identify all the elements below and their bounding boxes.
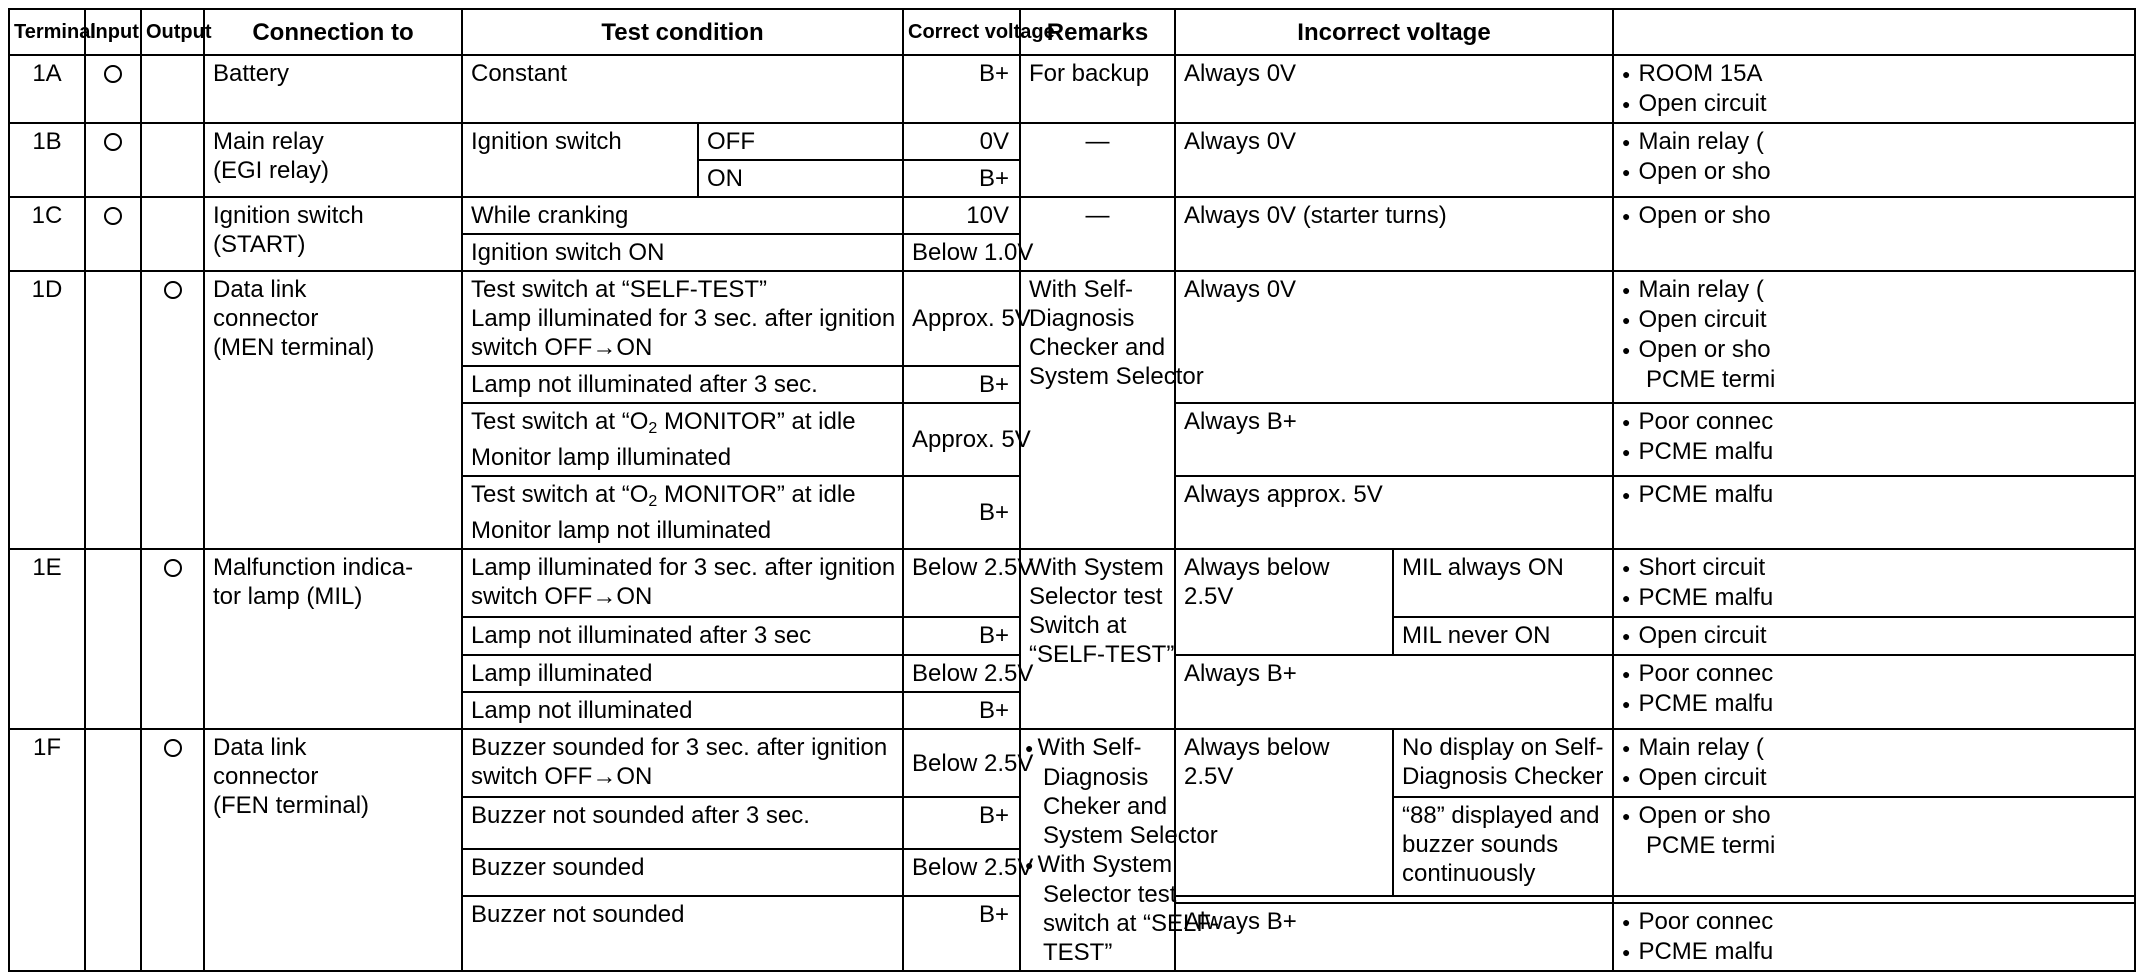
voltage-cell: Approx. 5V <box>903 271 1020 366</box>
header-row <box>9 9 2135 55</box>
incorrect-sub-cell: No display on Self- Diagnosis Checker <box>1393 729 1613 797</box>
input-cell <box>85 729 141 971</box>
remarks-cell: — <box>1020 123 1175 197</box>
header-test-condition: Test condition <box>462 9 903 55</box>
table-row-1D <box>9 271 2135 366</box>
condition-cell: Buzzer sounded for 3 sec. after ignition switch OFF→ON <box>462 729 903 797</box>
circle-mark-icon <box>164 739 182 757</box>
output-cell <box>141 197 204 271</box>
voltage-cell: B+ <box>903 160 1020 197</box>
cause-cell: ● Short circuit ● PCME malfu <box>1613 549 2135 617</box>
remarks-cell: For backup <box>1020 55 1175 123</box>
connection-cell: Malfunction indica- tor lamp (MIL) <box>204 549 462 729</box>
table-row-1C <box>9 197 2135 234</box>
incorrect-voltage-cell: Always below 2.5V <box>1175 729 1393 896</box>
connection-cell: Data link connector (FEN terminal) <box>204 729 462 971</box>
condition-sub-cell: ON <box>698 160 903 197</box>
circle-mark-icon <box>104 65 122 83</box>
cause-cell: ● Open or sho <box>1613 197 2135 271</box>
remarks-cell: — <box>1020 197 1175 271</box>
input-cell <box>85 55 141 123</box>
input-cell <box>85 549 141 729</box>
terminal-voltage-table-wrapper <box>8 8 2050 972</box>
cause-cell: ● Poor connec ● PCME malfu <box>1613 403 2135 476</box>
connection-cell: Ignition switch (START) <box>204 197 462 271</box>
input-cell <box>85 271 141 549</box>
incorrect-sub-cell: MIL always ON <box>1393 549 1613 617</box>
condition-cell: Ignition switch <box>462 123 698 197</box>
header-correct-voltage: Correct voltage <box>903 9 1020 55</box>
condition-cell: Test switch at “$O_2$ MONITOR” at idle Monitor lamp not illuminated <box>462 476 903 549</box>
header-connection: Connection to <box>204 9 462 55</box>
spacer-cell <box>1175 896 1613 903</box>
cause-cell: ● Main relay ( ● Open or sho <box>1613 123 2135 197</box>
cause-cell: ● ROOM 15A ● Open circuit <box>1613 55 2135 123</box>
voltage-cell: Approx. 5V <box>903 403 1020 476</box>
circle-mark-icon <box>104 133 122 151</box>
output-cell <box>141 729 204 971</box>
circle-mark-icon <box>104 207 122 225</box>
table-row-1E <box>9 549 2135 617</box>
condition-cell: Lamp not illuminated after 3 sec <box>462 617 903 655</box>
output-cell <box>141 549 204 729</box>
voltage-cell: 10V <box>903 197 1020 234</box>
voltage-cell: 0V <box>903 123 1020 160</box>
terminal-cell: 1E <box>9 549 85 729</box>
circle-mark-icon <box>164 559 182 577</box>
cause-cell: ● Open circuit <box>1613 617 2135 655</box>
voltage-cell: Below 2.5V <box>903 729 1020 797</box>
condition-cell: Constant <box>462 55 903 123</box>
voltage-cell: B+ <box>903 617 1020 655</box>
condition-cell: Test switch at “$O_2$ MONITOR” at idle Monitor lamp illuminated <box>462 403 903 476</box>
incorrect-voltage-cell: Always 0V <box>1175 271 1613 403</box>
condition-cell: Lamp illuminated for 3 sec. after ignition switch OFF→ON <box>462 549 903 617</box>
spacer-cell <box>1613 896 2135 903</box>
table-row-1A <box>9 55 2135 123</box>
cause-cell: ● Main relay ( ● Open circuit <box>1613 729 2135 797</box>
condition-cell: Test switch at “SELF-TEST” Lamp illuminated for 3 sec. after ignition switch OFF→ON <box>462 271 903 366</box>
condition-cell: Lamp not illuminated after 3 sec. <box>462 366 903 403</box>
connection-cell: Battery <box>204 55 462 123</box>
connection-cell: Main relay (EGI relay) <box>204 123 462 197</box>
header-input: Input <box>85 9 141 55</box>
table-row-1F <box>9 729 2135 797</box>
condition-cell: Lamp not illuminated <box>462 692 903 729</box>
voltage-cell: B+ <box>903 476 1020 549</box>
output-cell <box>141 123 204 197</box>
terminal-cell: 1A <box>9 55 85 123</box>
remarks-cell: With System Selector test Switch at “SELF-TEST” <box>1020 549 1175 729</box>
voltage-cell: Below 2.5V <box>903 655 1020 692</box>
incorrect-voltage-cell: Always 0V <box>1175 55 1613 123</box>
voltage-cell: Below 1.0V <box>903 234 1020 271</box>
voltage-cell: B+ <box>903 692 1020 729</box>
incorrect-voltage-cell: Always approx. 5V <box>1175 476 1613 549</box>
input-cell <box>85 197 141 271</box>
voltage-cell: B+ <box>903 55 1020 123</box>
incorrect-voltage-cell: Always B+ <box>1175 655 1613 729</box>
voltage-cell: B+ <box>903 366 1020 403</box>
connection-cell: Data link connector (MEN terminal) <box>204 271 462 549</box>
incorrect-voltage-cell: Always below 2.5V <box>1175 549 1393 655</box>
incorrect-sub-cell: MIL never ON <box>1393 617 1613 655</box>
voltage-cell: B+ <box>903 797 1020 849</box>
voltage-cell: Below 2.5V <box>903 849 1020 897</box>
cause-cell: ● Poor connec ● PCME malfu <box>1613 655 2135 729</box>
condition-cell: Lamp illuminated <box>462 655 903 692</box>
circle-mark-icon <box>164 281 182 299</box>
terminal-voltage-table <box>8 8 2136 972</box>
voltage-cell: B+ <box>903 896 1020 971</box>
input-cell <box>85 123 141 197</box>
incorrect-voltage-cell: Always B+ <box>1175 903 1613 971</box>
incorrect-voltage-cell: Always B+ <box>1175 403 1613 476</box>
condition-cell: Buzzer not sounded after 3 sec. <box>462 797 903 849</box>
header-output: Output <box>141 9 204 55</box>
terminal-cell: 1F <box>9 729 85 971</box>
output-cell <box>141 55 204 123</box>
output-cell <box>141 271 204 549</box>
condition-cell: Buzzer sounded <box>462 849 903 897</box>
condition-sub-cell: OFF <box>698 123 903 160</box>
incorrect-sub-cell: “88” displayed and buzzer sounds continuously <box>1393 797 1613 896</box>
cause-cell: ● PCME malfu <box>1613 476 2135 549</box>
table-row-1B <box>9 123 2135 160</box>
voltage-cell: Below 2.5V <box>903 549 1020 617</box>
remarks-cell: ● With Self- Diagnosis Cheker and System Selector ● With System Selector test switch at “SELF- TEST” <box>1020 729 1175 971</box>
header-incorrect-voltage: Incorrect voltage <box>1175 9 1613 55</box>
terminal-cell: 1B <box>9 123 85 197</box>
cause-cell: ● Open or sho PCME termi <box>1613 797 2135 896</box>
header-possible-cause <box>1613 9 2135 55</box>
terminal-cell: 1C <box>9 197 85 271</box>
cause-cell: ● Poor connec ● PCME malfu <box>1613 903 2135 971</box>
condition-cell: Ignition switch ON <box>462 234 903 271</box>
cause-cell: ● Main relay ( ● Open circuit ● Open or sho PCME termi <box>1613 271 2135 403</box>
header-terminal: Terminal <box>9 9 85 55</box>
terminal-cell: 1D <box>9 271 85 549</box>
header-remarks: Remarks <box>1020 9 1175 55</box>
condition-cell: While cranking <box>462 197 903 234</box>
incorrect-voltage-cell: Always 0V (starter turns) <box>1175 197 1613 271</box>
condition-cell: Buzzer not sounded <box>462 896 903 971</box>
incorrect-voltage-cell: Always 0V <box>1175 123 1613 197</box>
remarks-cell: With Self- Diagnosis Checker and System Selector <box>1020 271 1175 549</box>
